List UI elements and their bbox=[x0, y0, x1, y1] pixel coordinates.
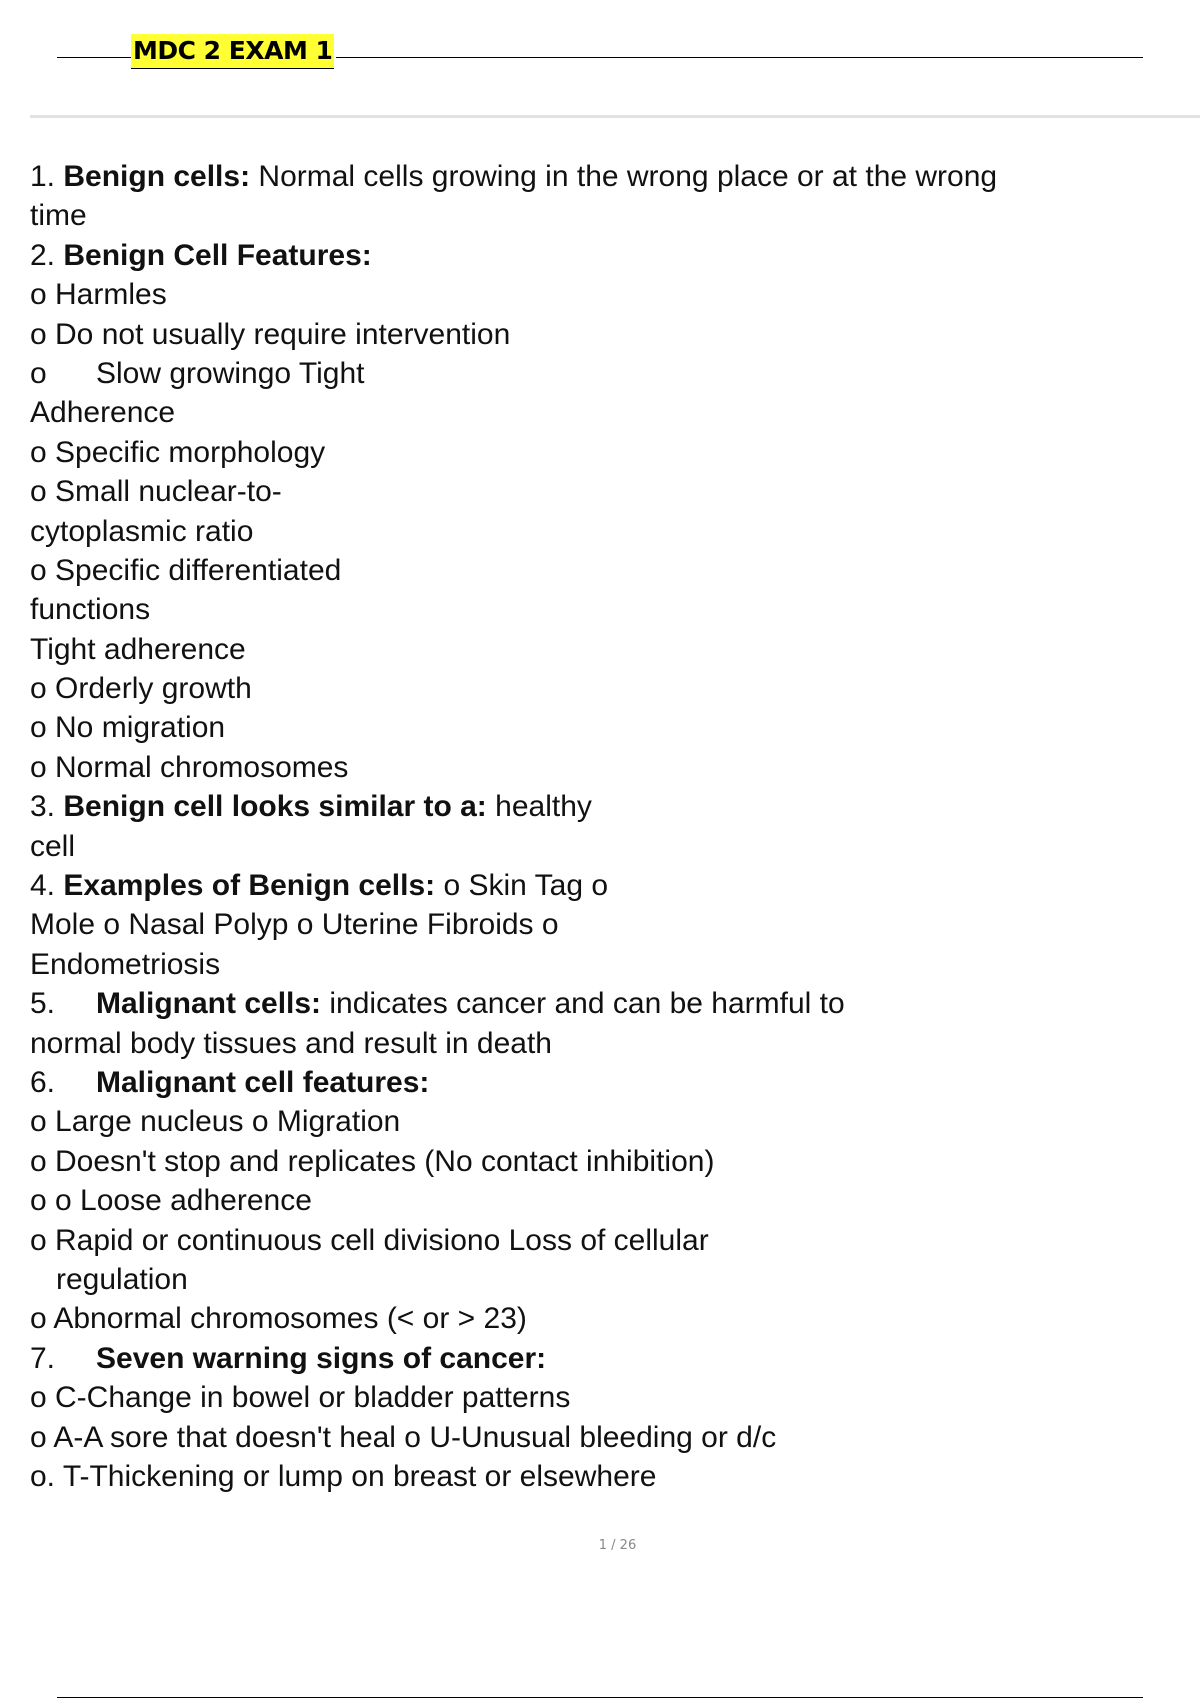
item-term: Benign Cell Features: bbox=[63, 238, 372, 272]
footer-rule bbox=[57, 1697, 1143, 1698]
item-number: 3. bbox=[30, 790, 64, 824]
bullet-line: o Large nucleus o Migration bbox=[30, 1105, 401, 1139]
text-line: Adherence bbox=[30, 396, 176, 430]
bullet-line: o Small nuclear-to- bbox=[30, 475, 282, 509]
item-term: Benign cells: bbox=[63, 160, 251, 193]
bullet-line: o Harmles bbox=[30, 278, 167, 312]
item-term: Malignant cell features: bbox=[96, 1065, 430, 1099]
text-line: Tight adherence bbox=[30, 632, 246, 666]
item-text: healthy bbox=[486, 790, 592, 824]
item-text: o Skin Tag o bbox=[435, 869, 609, 903]
item-term: Benign cell looks similar to a: bbox=[63, 790, 487, 824]
item-1-line bbox=[30, 157, 1150, 196]
bullet-text: Slow growingo Tight bbox=[96, 356, 365, 390]
item-number: 6. bbox=[30, 1065, 56, 1099]
bullet-line: o Doesn't stop and replicates (No contact inhibition) bbox=[30, 1144, 715, 1178]
text-line: cell bbox=[30, 829, 76, 863]
item-term: Examples of Benign cells: bbox=[63, 869, 436, 903]
document-title: MDC 2 EXAM 1 bbox=[131, 34, 334, 69]
bullet-line: o Do not usually require intervention bbox=[30, 317, 511, 351]
item-number: 5. bbox=[30, 987, 56, 1021]
text-line: normal body tissues and result in death bbox=[30, 1026, 552, 1060]
bullet-line: o A-A sore that doesn't heal o U-Unusual bleeding or d/c bbox=[30, 1420, 777, 1454]
text-line: functions bbox=[30, 593, 151, 627]
bullet-line: o Orderly growth bbox=[30, 672, 252, 706]
item-4-line bbox=[30, 866, 1150, 905]
text-line: time bbox=[30, 199, 87, 233]
bullet-line: o Specific morphology bbox=[30, 435, 326, 469]
bullet-line: o. T-Thickening or lump on breast or elsewhere bbox=[30, 1459, 657, 1493]
item-3-line bbox=[30, 787, 1150, 826]
bullet-line: o Normal chromosomes bbox=[30, 750, 349, 784]
bullet-line: o Abnormal chromosomes (< or > 23) bbox=[30, 1302, 527, 1336]
item-term: Malignant cells: bbox=[96, 987, 322, 1021]
item-6-line bbox=[30, 1063, 1150, 1102]
document-body bbox=[30, 157, 1150, 1496]
item-number: 7. bbox=[30, 1341, 56, 1375]
bullet-line: o No migration bbox=[30, 711, 226, 745]
text-line: cytoplasmic ratio bbox=[30, 514, 254, 548]
item-text: indicates cancer and can be harmful to bbox=[321, 987, 845, 1021]
bullet-line bbox=[30, 354, 1150, 393]
item-text: Normal cells growing in the wrong place or at the wrong bbox=[250, 160, 998, 193]
item-number: 1. bbox=[30, 160, 64, 193]
item-2-line bbox=[30, 236, 1150, 275]
item-number: 2. bbox=[30, 238, 64, 272]
top-divider bbox=[30, 115, 1200, 118]
bullet-line: o C-Change in bowel or bladder patterns bbox=[30, 1381, 571, 1415]
text-line: Endometriosis bbox=[30, 947, 221, 981]
text-line: regulation bbox=[56, 1262, 188, 1296]
item-term: Seven warning signs of cancer: bbox=[96, 1341, 547, 1375]
item-number: 4. bbox=[30, 869, 64, 903]
header-rule-right bbox=[336, 57, 1143, 58]
text-line: Mole o Nasal Polyp o Uterine Fibroids o bbox=[30, 908, 559, 942]
page-number: 1 / 26 bbox=[598, 1538, 637, 1553]
bullet-line: o Rapid or continuous cell divisiono Loss of cellular bbox=[30, 1223, 709, 1257]
item-7-line bbox=[30, 1339, 1150, 1378]
item-5-line bbox=[30, 984, 1150, 1023]
bullet-marker: o bbox=[30, 356, 47, 390]
header-rule-left bbox=[57, 57, 132, 58]
bullet-line: o o Loose adherence bbox=[30, 1184, 312, 1218]
bullet-line: o Specific differentiated bbox=[30, 553, 342, 587]
